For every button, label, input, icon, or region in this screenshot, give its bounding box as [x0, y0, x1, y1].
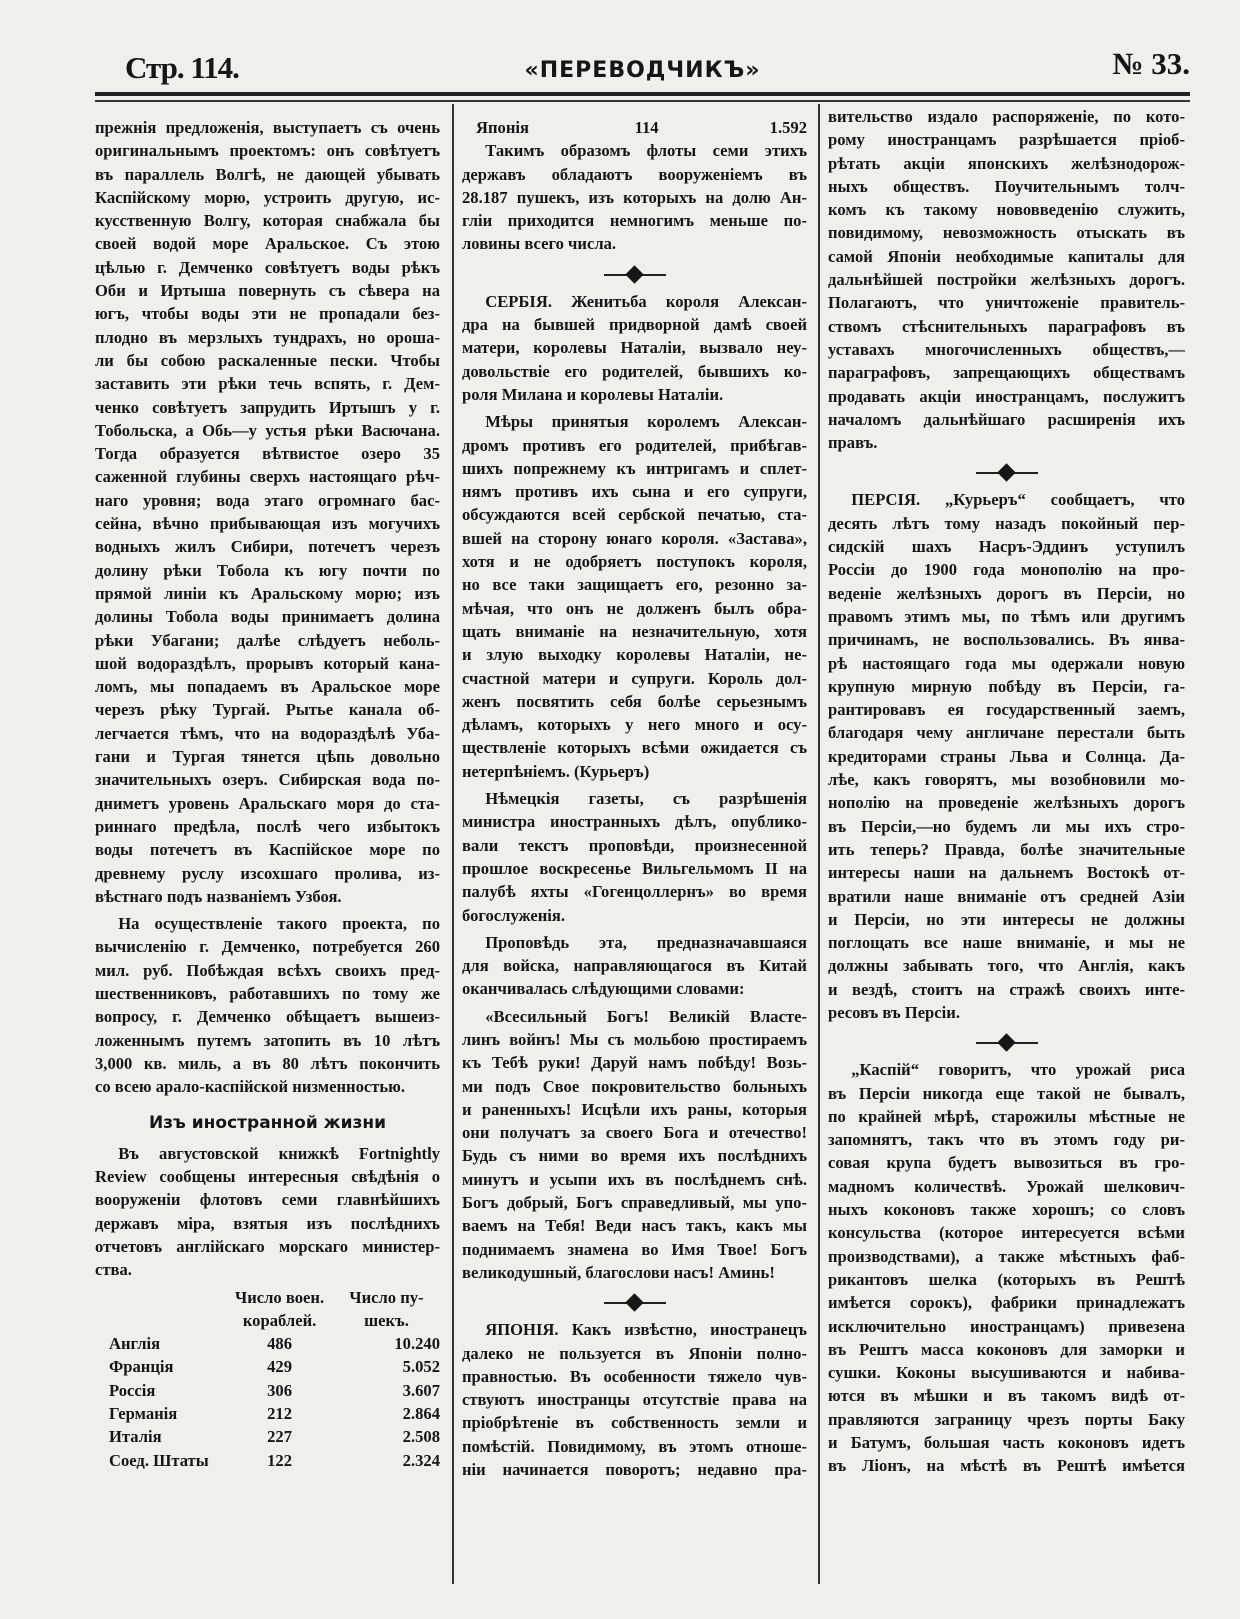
text-line: роля Милана и королевы Наталіи.	[462, 384, 724, 404]
text-line: интересы наши на дальнемъ Востокѣ от-	[828, 863, 1185, 883]
text-line: долину рѣки Тобола къ югу почти по	[95, 560, 440, 580]
text-line: поглощать все наше вниманіе, и мы не	[828, 933, 1185, 953]
text-line: древнему руслу изсохшаго пролива, из-	[95, 863, 440, 883]
text-line: Оби и Иртыша повернуть съ сѣвера на	[95, 281, 440, 301]
text-line: гліи приходится немногимъ меньше по-	[462, 211, 807, 231]
text-line: нетерпѣніемъ. (Курьеръ)	[462, 761, 650, 781]
text-line: въ параллель Волгѣ, не дающей убывать	[95, 164, 440, 184]
text-line: производствами), а также мѣстныхъ фаб-	[828, 1246, 1185, 1266]
text-line: должны забывать того, что Англія, какъ	[828, 956, 1185, 976]
text-line: долины Тобола воды принимаетъ долина	[95, 607, 440, 627]
country-cell: Германія	[109, 1404, 178, 1424]
country-cell: Японія	[476, 118, 529, 137]
table-header: Число воен. кораблей.	[235, 1287, 325, 1330]
column-1	[95, 116, 440, 1472]
text-line: шой водораздѣлъ, прорывъ который кана-	[95, 653, 440, 673]
text-line: въ Персіи,—но будемъ ли мы ихъ стро-	[828, 816, 1185, 836]
page-header	[95, 44, 1190, 94]
column-divider	[818, 104, 820, 1584]
text-line: рикантовъ шелка (которыхъ въ Рештѣ	[828, 1269, 1185, 1289]
text-line: ить теперь? Правда, болѣе значительные	[828, 839, 1185, 859]
text-line: министра иностранныхъ дѣлъ, опублико-	[462, 812, 807, 832]
text-line: вшей на сторону юнаго короля. «Застава»,	[462, 528, 807, 548]
text-line: правомъ этимъ мы, по тѣмъ или другимъ	[828, 606, 1185, 626]
text-line: уставахъ многочисленныхъ обществъ,—	[828, 339, 1185, 359]
diamond-rule-icon	[604, 274, 666, 276]
text-line: ченко совѣтуетъ запрудить Иртышъ у г.	[95, 397, 440, 417]
text-line: Проповѣдь эта, предназначавшаяся	[485, 932, 807, 952]
text-line: довольствіе его родителей, бывшихъ ко-	[462, 361, 807, 381]
text-line: самой Японіи необходимые капиталы для	[828, 246, 1185, 266]
text-line: запомнятъ, такъ что въ этомъ году ри-	[828, 1130, 1185, 1150]
text-line: югъ, чтобы воды эти не пропадали без-	[95, 304, 440, 324]
ships-cell: 486	[267, 1334, 292, 1354]
text-line: ствуютъ иностранцы отсутствіе права на	[462, 1390, 807, 1410]
text-line: легчается тѣмъ, что на водораздѣлѣ Уба-	[95, 723, 440, 743]
text-line: ПЕРСІЯ. „Курьеръ“ сообщаетъ, что	[851, 490, 1185, 510]
text-line: повидимому, невозможность отыскать въ	[828, 223, 1185, 243]
paragraph	[462, 410, 807, 783]
text-line: со всею арало-каспійской низменностью.	[95, 1077, 406, 1097]
text-line: минутъ и усыпи ихъ въ послѣднемъ снѣ.	[462, 1169, 807, 1189]
text-line: Тогда образуется вѣтвистое озеро 35	[95, 444, 440, 464]
text-line: правностью. Въ особенности тяжело чув-	[462, 1366, 807, 1386]
text-line: ются въ мѣшки и въ такомъ видѣ от-	[828, 1386, 1185, 1406]
paragraph	[95, 116, 440, 908]
table-row	[95, 1449, 440, 1472]
text-line: Полагаютъ, что уничтоженіе правитель-	[828, 293, 1185, 313]
text-line: мѣчая, что онъ не долженъ былъ обра-	[462, 598, 807, 618]
text-line: шественниковъ, работавшихъ по тому же	[95, 983, 440, 1003]
text-line: Богъ добрый, Богъ справедливый, мы упо-	[462, 1193, 807, 1213]
text-line: помѣстій. Повидимому, въ этомъ отноше-	[462, 1436, 807, 1456]
text-line: наго уровня; вода этаго огромнаго бас-	[95, 490, 440, 510]
text-line: поднимаемъ знамена во Имя Твое! Богъ	[462, 1239, 807, 1259]
text-line: рѣтать акціи японскихъ желѣзнодорож-	[828, 153, 1185, 173]
text-line: Будь съ ними во время ихъ послѣднихъ	[462, 1146, 807, 1166]
paragraph	[462, 1318, 807, 1481]
paragraph	[462, 931, 807, 1001]
paragraph	[828, 488, 1185, 1024]
text-line: прямой линіи къ Аральскому морю; изъ	[95, 583, 440, 603]
section-divider	[828, 1028, 1185, 1058]
paragraph	[828, 1058, 1185, 1477]
text-line: Въ августовской книжкѣ Fortnightly	[118, 1143, 440, 1163]
text-line: лѣе, какъ говорятъ, мы возобновили мо-	[828, 770, 1185, 790]
text-line: совая крупа будетъ вывозиться въ гро-	[828, 1153, 1185, 1173]
text-line: веденіе желѣзныхъ дорогъ въ Персіи, но	[828, 583, 1185, 603]
text-line: щать вниманіе на незначительную, хотя	[462, 621, 807, 641]
text-line: вѣстнаго подъ названіемъ Узбоя.	[95, 886, 342, 906]
section-divider	[462, 260, 807, 290]
text-line: женъ посвятить себя болѣе серьезнымъ	[462, 691, 807, 711]
text-line: ми подъ Свое покровительство больныхъ	[462, 1076, 807, 1096]
text-line: для войска, направляющагося въ Китай	[462, 956, 807, 976]
table-row	[95, 1379, 440, 1402]
text-line: ніи начинается поворотъ; недавно пра-	[462, 1460, 807, 1480]
text-line: ложеннымъ путемъ затопить въ 10 лѣтъ	[95, 1030, 440, 1050]
text-line: далеко не пользуется въ Японіи полно-	[462, 1343, 807, 1363]
text-line: и Персіи, но эти интересы не должны	[828, 909, 1185, 929]
text-line: но все таки защищаетъ его, резонно за-	[462, 575, 807, 595]
text-line: вопросу, г. Демченко обѣщаетъ вышеиз-	[95, 1007, 440, 1027]
text-line: нополію на проведеніе желѣзныхъ дорогъ	[828, 793, 1185, 813]
guns-cell: 1.592	[769, 118, 807, 137]
text-line: оригинальнымъ проектомъ: онъ совѣтуетъ	[95, 141, 440, 161]
text-line: прежнія предложенія, выступаетъ съ очень	[95, 118, 440, 137]
text-line: оканчивалась слѣдующими словами:	[462, 979, 745, 999]
text-line: водныхъ жилъ Сибири, потечетъ черезъ	[95, 537, 440, 557]
text-line: консульства (которое интересуется всѣми	[828, 1223, 1185, 1243]
guns-cell: 5.052	[402, 1357, 440, 1377]
text-line: Россіи до 1900 года монополію на про-	[828, 560, 1185, 580]
fleet-table	[95, 1286, 440, 1472]
text-line: пріобрѣтеніе въ собственность земли и	[462, 1413, 807, 1433]
text-line: дниметъ уровень Аральскаго моря до ста-	[95, 793, 440, 813]
text-line: дромъ противъ его родителей, прибѣгав-	[462, 435, 807, 455]
table-header	[95, 1286, 226, 1333]
text-line: риннаго предѣла, послѣ чего избытокъ	[95, 816, 440, 836]
text-line: плодно въ мерзлыхъ тундрахъ, но ороша-	[95, 327, 440, 347]
text-line: Такимъ образомъ флоты семи этихъ	[485, 141, 807, 161]
text-line: правляются заграницу чрезъ порты Баку	[828, 1409, 1185, 1429]
text-line: палубѣ яхты «Гогенцоллернъ» во время	[462, 882, 807, 902]
text-line: они получатъ за своего Бога и отечество!	[462, 1123, 807, 1143]
text-line: исключительно иностранцамъ) привезена	[828, 1316, 1185, 1336]
text-line: шихъ попрежнему къ интригамъ и сплет-	[462, 458, 807, 478]
paragraph	[828, 105, 1185, 454]
table-row	[95, 1425, 440, 1448]
text-line: къ Тебѣ руки! Даруй намъ побѣду! Возь-	[462, 1053, 807, 1073]
issue-number: № 33.	[1112, 46, 1190, 81]
text-line: мадномъ количествѣ. Урожай шелкович-	[828, 1176, 1185, 1196]
text-line: въ Персіи никогда еще такой не бывалъ,	[828, 1083, 1185, 1103]
text-line: дальнѣйшей постройки желѣзныхъ дорогъ.	[828, 270, 1185, 290]
text-line: вали текстъ проповѣди, произнесенной	[462, 835, 807, 855]
text-line: ствомъ стѣснительныхъ параграфовъ въ	[828, 316, 1185, 336]
text-line: кредиторами страны Льва и Солнца. Да-	[828, 746, 1185, 766]
country-cell: Франція	[109, 1357, 174, 1377]
text-line: своей водой море Аральское. Съ этою	[95, 234, 440, 254]
text-line: ловины всего числа.	[462, 234, 617, 254]
text-line: сушки. Коконы высушиваются и набива-	[828, 1363, 1185, 1383]
country-cell: Италія	[109, 1427, 162, 1447]
text-line: державъ міра, взятыя изъ послѣднихъ	[95, 1213, 440, 1233]
text-line: державъ обладаютъ вооруженіемъ въ	[462, 164, 807, 184]
text-line: сейна, вѣчно прибывающая изъ могучихъ	[95, 514, 440, 534]
text-line: вительство издало распоряженіе, по кото-	[828, 107, 1185, 126]
text-line: Мѣры принятыя королемъ Алексан-	[485, 412, 807, 432]
text-line: комъ къ такому нововведенію служить,	[828, 200, 1185, 220]
text-line: ществленіе которыхъ всѣми ожидается съ	[462, 738, 807, 758]
guns-cell: 10.240	[394, 1334, 440, 1354]
text-line: цѣлью г. Демченко совѣтуетъ воды рѣкъ	[95, 257, 440, 277]
text-line: началомъ дальнѣйшаго расширенія ихъ	[828, 409, 1185, 429]
text-line: хотя и не одобряетъ поступокъ короля,	[462, 552, 807, 572]
text-line: богослуженія.	[462, 905, 566, 925]
section-divider	[828, 458, 1185, 488]
text-line: „Каспій“ говоритъ, что урожай риса	[851, 1060, 1185, 1080]
text-line: рѣки Убагани; далѣе слѣдуетъ неболь-	[95, 630, 440, 650]
table-header-row	[95, 1286, 440, 1333]
text-line: нямъ противъ ихъ сына и его супруги,	[462, 482, 807, 502]
text-line: по крайней мѣрѣ, старожилы мѣстные не	[828, 1106, 1185, 1126]
text-line: ЯПОНІЯ. Какъ извѣстно, иностранецъ	[485, 1320, 807, 1340]
text-line: Review сообщены интересныя свѣдѣнія о	[95, 1167, 440, 1187]
newspaper-title: «ПЕРЕВОДЧИКЪ»	[524, 58, 761, 83]
text-line: черезъ рѣку Тургай. Рытье канала об-	[95, 700, 440, 720]
text-line: воды потечетъ въ Каспійское море по	[95, 840, 440, 860]
text-line: десять лѣтъ тому назадъ покойный пер-	[828, 513, 1185, 533]
ships-cell: 114	[634, 118, 659, 137]
ships-cell: 306	[267, 1380, 292, 1400]
text-line: рому иностранцамъ разрѣшается пріоб-	[828, 130, 1185, 150]
text-line: вооруженіи флотовъ семи главнѣйшихъ	[95, 1190, 440, 1210]
text-line: дра на бывшей придворной дамѣ своей	[462, 315, 807, 335]
text-line: мил. руб. Побѣждая всѣхъ своихъ пред-	[95, 960, 440, 980]
text-line: 28.187 пушекъ, изъ которыхъ на долю Ан-	[462, 187, 807, 207]
text-line: счастной матери и супруги. Король дол-	[462, 668, 807, 688]
guns-cell: 3.607	[402, 1380, 440, 1400]
country-cell: Россія	[109, 1380, 156, 1400]
paragraph	[462, 787, 807, 927]
text-line: параграфовъ, запрещающихъ обществамъ	[828, 363, 1185, 383]
text-line: значительныхъ озеръ. Сибирская вода по-	[95, 770, 440, 790]
text-line: вратили наше вниманіе отъ средней Азіи	[828, 886, 1185, 906]
text-line: и раненныхъ! Исцѣли ихъ раны, которыя	[462, 1099, 807, 1119]
text-line: линъ войнъ! Мы съ мольбою простираемъ	[462, 1029, 807, 1049]
section-heading: Изъ иностранной жизни	[148, 1113, 387, 1134]
text-line: продавать акціи иностранцамъ, послужитъ	[828, 386, 1185, 406]
text-line: «Всесильный Богъ! Великій Власте-	[485, 1006, 807, 1026]
text-line: и Батумъ, большая часть коконовъ идетъ	[828, 1433, 1185, 1453]
text-line: дѣламъ, которыхъ у него много и осу-	[462, 715, 807, 735]
ships-cell: 212	[267, 1404, 292, 1424]
column-3	[828, 105, 1185, 1482]
text-line: крупную мирную побѣду въ Персіи, га-	[828, 676, 1185, 696]
text-line: ресовъ въ Персіи.	[828, 1002, 960, 1022]
text-line: 3,000 кв. миль, а въ 80 лѣтъ покончить	[95, 1053, 440, 1073]
paragraph	[95, 912, 440, 1098]
guns-cell: 2.508	[402, 1427, 440, 1447]
text-line: въ Рештъ масса коконовъ для заморки и	[828, 1339, 1185, 1359]
text-line: ныхъ коконовъ также хорошъ; со словъ	[828, 1200, 1185, 1220]
header-rule-thin	[95, 100, 1190, 102]
table-header: Число пу- шекъ.	[349, 1287, 424, 1330]
text-line: въ Ліонъ, на мѣстѣ въ Рештѣ имѣется	[828, 1456, 1185, 1476]
text-line: Нѣмецкія газеты, съ разрѣшенія	[485, 789, 807, 809]
text-line: ли бы собою раскаленные пески. Чтобы	[95, 350, 440, 370]
text-line: ства.	[95, 1260, 132, 1280]
text-line: причинамъ, не воспользовались. Въ янва-	[828, 630, 1185, 650]
table-row	[95, 1355, 440, 1378]
text-line: отчетовъ англійскаго морскаго министер-	[95, 1236, 440, 1256]
text-line: и вездѣ, стоитъ на стражѣ своихъ инте-	[828, 979, 1185, 999]
text-line: матери, королевы Наталіи, вызвало неу-	[462, 338, 807, 358]
table-row	[95, 1402, 440, 1425]
diamond-rule-icon	[604, 1302, 666, 1304]
column-divider	[452, 104, 454, 1584]
text-line: заставить эти рѣки течь вспять, г. Дем-	[95, 374, 440, 394]
column-2	[462, 116, 807, 1485]
paragraph	[462, 1005, 807, 1285]
diamond-rule-icon	[976, 472, 1038, 474]
ships-cell: 122	[267, 1450, 292, 1470]
text-line: великодушный, благослови насъ! Аминь!	[462, 1262, 775, 1282]
text-line: кусственную Волгу, которая снабжала бы	[95, 211, 440, 231]
text-line: Каспійскому морю, устроить другую, ис-	[95, 187, 440, 207]
ships-cell: 227	[267, 1427, 292, 1447]
guns-cell: 2.324	[402, 1450, 440, 1470]
country-cell: Англія	[109, 1334, 161, 1354]
text-line: и злую выходку королевы Наталіи, не-	[462, 645, 807, 665]
text-line: имѣется сорокъ), фабрики принадлежатъ	[828, 1293, 1185, 1313]
text-line: саженной глубины сверхъ настоящаго рѣч-	[95, 467, 440, 487]
text-line: прошлое воскресенье Вильгельмомъ II на	[462, 858, 807, 878]
text-line: Тобольска, а Обь—у устья рѣки Васючана.	[95, 420, 440, 440]
text-line: правъ.	[828, 433, 878, 453]
text-line: обсуждаются всей сербской печатью, ста-	[462, 505, 807, 525]
text-line: сидскій шахъ Насръ-Эддинъ уступилъ	[828, 537, 1185, 557]
text-line: На осуществленіе такого проекта, по	[118, 914, 440, 934]
paragraph	[462, 139, 807, 255]
country-cell: Соед. Штаты	[109, 1450, 209, 1470]
text-line: ваемъ на Тебя! Веди насъ такъ, какъ мы	[462, 1216, 807, 1236]
text-line: рантировавъ ея государственный заемъ,	[828, 700, 1185, 720]
paragraph	[462, 290, 807, 406]
fleet-table	[462, 116, 807, 139]
text-line: рѣ настоящаго года мы одержали новую	[828, 653, 1185, 673]
header-rule	[95, 92, 1190, 96]
section-divider	[462, 1288, 807, 1318]
text-line: СЕРБІЯ. Женитьба короля Алексан-	[485, 291, 807, 311]
paragraph	[95, 1142, 440, 1282]
table-row	[462, 116, 807, 139]
text-line: ныхъ обществъ. Поучительнымъ толч-	[828, 176, 1185, 196]
diamond-rule-icon	[976, 1042, 1038, 1044]
guns-cell: 2.864	[402, 1404, 440, 1424]
ships-cell: 429	[267, 1357, 292, 1377]
table-row	[95, 1332, 440, 1355]
text-line: благодаря чему англичане перестали быть	[828, 723, 1185, 743]
page-number: Стр. 114.	[125, 50, 239, 85]
text-line: гани и Тургая тянется цѣпь довольно	[95, 747, 440, 767]
text-line: ломъ, мы попадаемъ въ Аральское море	[95, 677, 440, 697]
text-line: вычисленію г. Демченко, потребуется 260	[95, 937, 440, 957]
